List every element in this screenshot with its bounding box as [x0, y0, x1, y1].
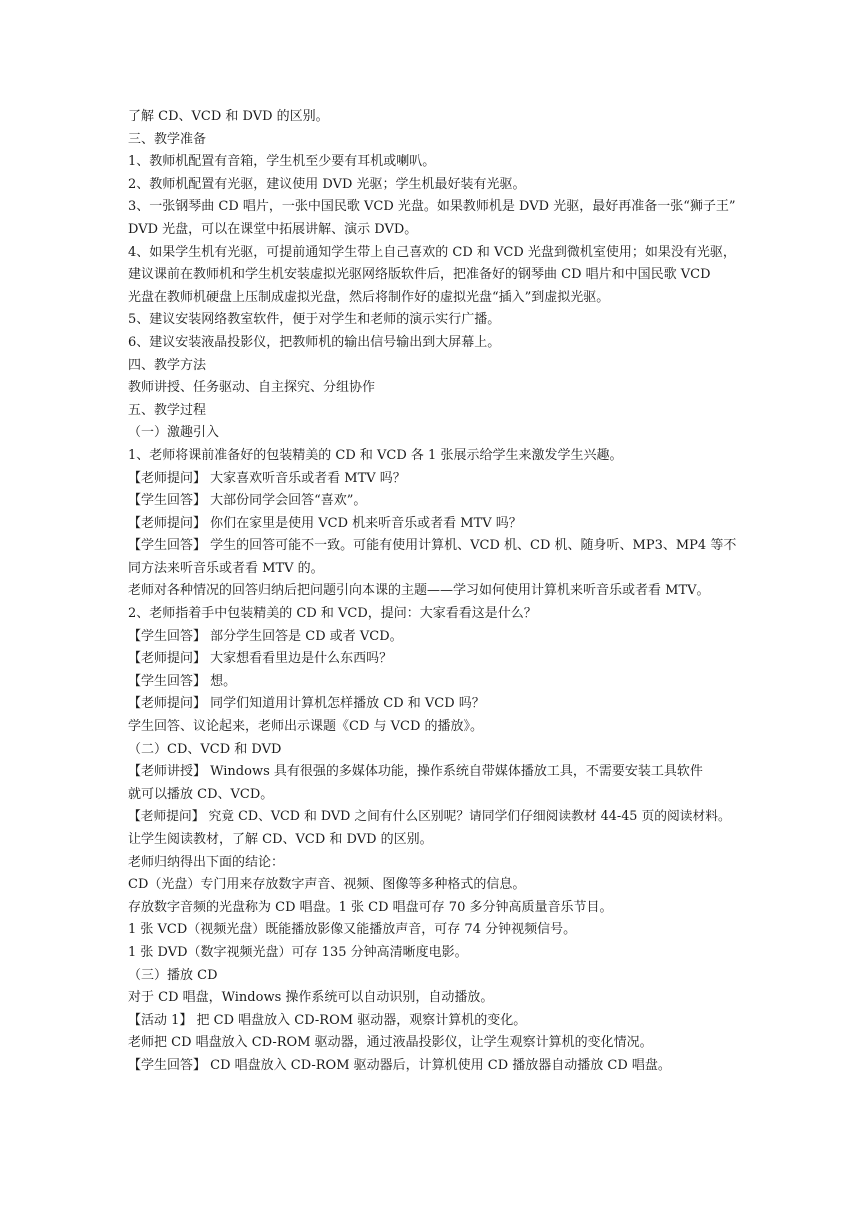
text-line: 【学生回答】 学生的回答可能不一致。可能有使用计算机、VCD 机、CD 机、随身听、MP3、MP4 等不 — [128, 538, 737, 554]
text-line: DVD 光盘，可以在课堂中拓展讲解、演示 DVD。 — [128, 221, 418, 237]
text-line: （三）播放 CD — [128, 967, 218, 983]
text-line: 让学生阅读教材，了解 CD、VCD 和 DVD 的区别。 — [128, 832, 433, 847]
text-line: 光盘在教师机硬盘上压制成虚拟光盘，然后将制作好的虚拟光盘“插入”到虚拟光驱。 — [128, 289, 610, 305]
text-line: 学生回答、议论起来，老师出示课题《CD 与 VCD 的播放》。 — [128, 719, 484, 735]
text-line: 1、老师将课前准备好的包装精美的 CD 和 VCD 各 1 张展示给学生来激发学生兴趣。 — [128, 447, 623, 463]
document-page — [128, 106, 740, 1078]
text-line: 1、教师机配置有音箱，学生机至少要有耳机或喇叭。 — [128, 154, 436, 170]
text-line: 1 张 DVD（数字视频光盘）可存 135 分钟高清晰度电影。 — [128, 944, 468, 960]
text-line: 3、一张钢琴曲 CD 唱片，一张中国民歌 VCD 光盘。如果教师机是 DVD 光驱，最好再准备一张“狮子王” — [128, 199, 736, 215]
text-line: 四、教学方法 — [128, 357, 207, 373]
text-line: 【学生回答】 大部份同学会回答“喜欢”。 — [128, 493, 367, 509]
text-line: 对于 CD 唱盘，Windows 操作系统可以自动识别，自动播放。 — [128, 990, 494, 1006]
text-line: CD（光盘）专门用来存放数字声音、视频、图像等多种格式的信息。 — [128, 877, 526, 893]
text-line: 【老师提问】 你们在家里是使用 VCD 机来听音乐或者看 MTV 吗？ — [128, 515, 522, 531]
text-line: 2、老师指着手中包装精美的 CD 和 VCD，提问：大家看看这是什么？ — [128, 606, 537, 622]
text-line: 【学生回答】 CD 唱盘放入 CD-ROM 驱动器后，计算机使用 CD 播放器自动播放 CD 唱盘。 — [128, 1057, 671, 1073]
text-line: 教师讲授、任务驱动、自主探究、分组协作 — [128, 380, 376, 396]
text-line: （一）激趣引入 — [128, 425, 220, 441]
text-line: 老师归纳得出下面的结论： — [128, 854, 285, 870]
text-line: 三、教学准备 — [128, 131, 207, 147]
text-line: 同方法来听音乐或者看 MTV 的。 — [128, 560, 324, 576]
text-line: 建议课前在教师机和学生机安装虚拟光驱网络版软件后，把准备好的钢琴曲 CD 唱片和中国民歌 VCD — [128, 267, 711, 283]
text-line: （二）CD、VCD 和 DVD — [128, 741, 282, 757]
text-line: 就可以播放 CD、VCD。 — [128, 786, 274, 802]
text-line: 1 张 VCD（视频光盘）既能播放影像又能播放声音，可存 74 分钟视频信号。 — [128, 922, 577, 938]
text-line: 五、教学过程 — [128, 402, 207, 418]
text-line: 【老师提问】 究竟 CD、VCD 和 DVD 之间有什么区别呢？请同学们仔细阅读教材 44-45 页的阅读材料。 — [128, 809, 731, 825]
text-line: 存放数字音频的光盘称为 CD 唱盘。1 张 CD 唱盘可存 70 多分钟高质量音乐节目。 — [128, 899, 613, 915]
text-line: 2、教师机配置有光驱，建议使用 DVD 光驱；学生机最好装有光驱。 — [128, 176, 526, 192]
text-line: 4、如果学生机有光驱，可提前通知学生带上自己喜欢的 CD 和 VCD 光盘到微机室使用；如果没有光驱， — [128, 244, 736, 260]
text-line: 【老师提问】 大家喜欢听音乐或者看 MTV 吗？ — [128, 470, 406, 486]
text-line: 老师对各种情况的回答归纳后把问题引向本课的主题——学习如何使用计算机来听音乐或者看 MTV。 — [128, 583, 710, 599]
text-line: 【活动 1】 把 CD 唱盘放入 CD-ROM 驱动器，观察计算机的变化。 — [128, 1012, 527, 1028]
text-line: 了解 CD、VCD 和 DVD 的区别。 — [128, 109, 329, 124]
text-line: 【学生回答】 部分学生回答是 CD 或者 VCD。 — [128, 628, 403, 644]
text-line: 【老师提问】 大家想看看里边是什么东西吗？ — [128, 651, 393, 667]
text-line: 5、建议安装网络教室软件，便于对学生和老师的演示实行广播。 — [128, 312, 501, 328]
text-line: 【学生回答】 想。 — [128, 673, 237, 689]
text-line: 6、建议安装液晶投影仪，把教师机的输出信号输出到大屏幕上。 — [128, 334, 501, 350]
text-line: 【老师提问】 同学们知道用计算机怎样播放 CD 和 VCD 吗？ — [128, 696, 485, 712]
text-line: 老师把 CD 唱盘放入 CD-ROM 驱动器，通过液晶投影仪，让学生观察计算机的变化情况。 — [128, 1035, 653, 1051]
text-line: 【老师讲授】 Windows 具有很强的多媒体功能，操作系统自带媒体播放工具，不需要安装工具软件 — [128, 764, 703, 780]
